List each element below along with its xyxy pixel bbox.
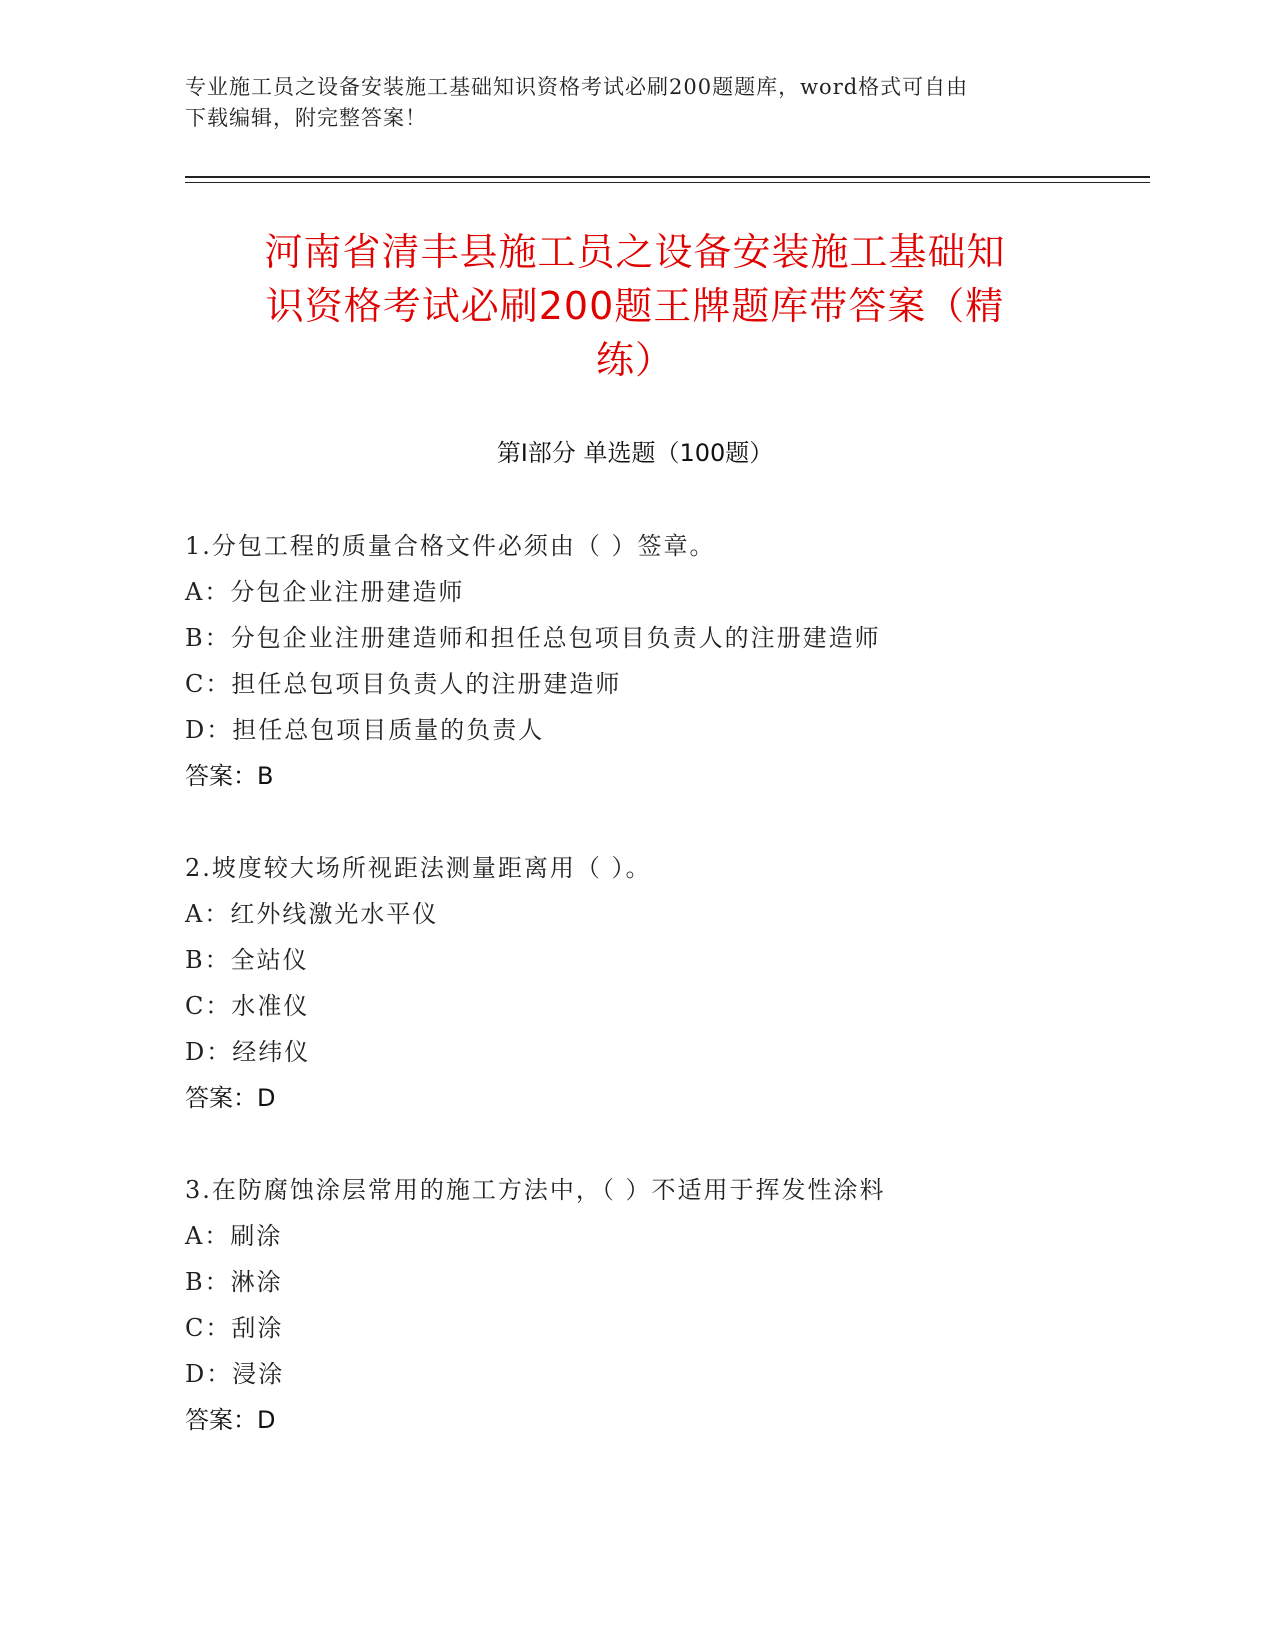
option-c: C：水准仪: [185, 992, 310, 1020]
answer: 答案：B: [185, 762, 274, 790]
option-b: B：全站仪: [185, 946, 309, 974]
document-title-line-2: 识资格考试必刷200题王牌题库带答案（精: [265, 284, 1005, 328]
header-note: [185, 72, 1085, 134]
document-title-line-1: 河南省清丰县施工员之设备安装施工基础知: [264, 230, 1006, 274]
option-a: A：刷涂: [185, 1222, 283, 1250]
question-stem: 3.在防腐蚀涂层常用的施工方法中，（ ）不适用于挥发性涂料: [185, 1176, 886, 1204]
option-d: D：担任总包项目质量的负责人: [185, 716, 545, 744]
question-stem: 1.分包工程的质量合格文件必须由（ ）签章。: [185, 532, 716, 560]
question-item: [185, 523, 1085, 799]
option-b: B：分包企业注册建造师和担任总包项目负责人的注册建造师: [185, 624, 881, 652]
section-title: 第Ⅰ部分 单选题（100题）: [496, 439, 774, 467]
option-a: A：分包企业注册建造师: [185, 578, 465, 606]
question-list: [185, 523, 1085, 1489]
document-title: [185, 225, 1085, 387]
document-title-line-3: 练）: [595, 338, 674, 382]
answer: 答案：D: [185, 1406, 276, 1434]
option-a: A：红外线激光水平仪: [185, 900, 439, 928]
question-stem: 2.坡度较大场所视距法测量距离用（ ）。: [185, 854, 652, 882]
header-divider-thin: [185, 182, 1150, 183]
question-item: [185, 845, 1085, 1121]
header-note-line-2: 下载编辑，附完整答案！: [185, 106, 427, 130]
option-d: D：浸涂: [185, 1360, 285, 1388]
question-item: [185, 1167, 1085, 1443]
header-note-line-1: 专业施工员之设备安装施工基础知识资格考试必刷200题题库，word格式可自由: [185, 75, 969, 99]
option-c: C：刮涂: [185, 1314, 284, 1342]
option-c: C：担任总包项目负责人的注册建造师: [185, 670, 622, 698]
option-d: D：经纬仪: [185, 1038, 311, 1066]
answer: 答案：D: [185, 1084, 276, 1112]
header-divider-thick: [185, 176, 1150, 178]
option-b: B：淋涂: [185, 1268, 283, 1296]
